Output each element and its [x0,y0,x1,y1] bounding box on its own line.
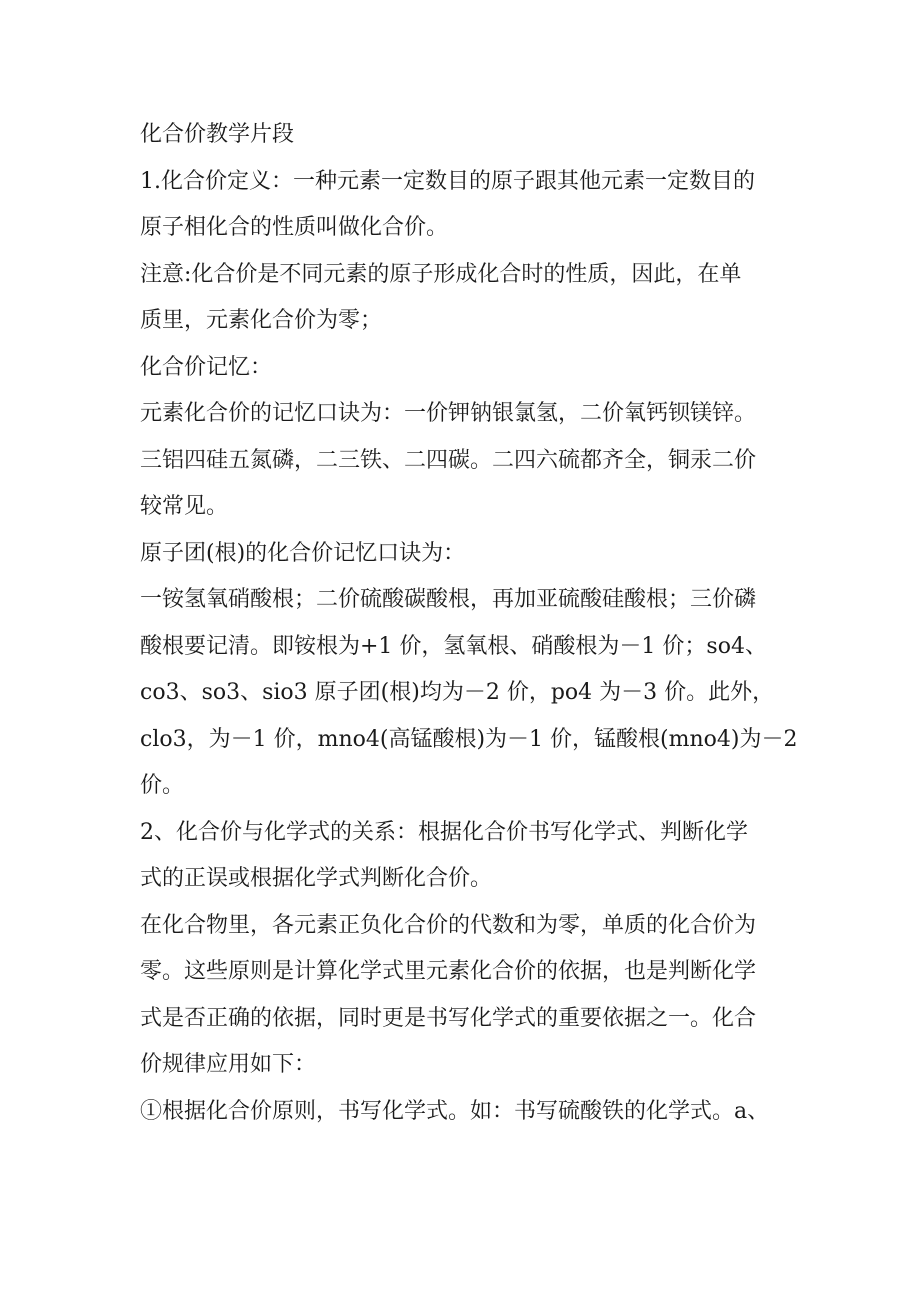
text-line: clo3，为－1 价，mno4(高锰酸根)为－1 价，锰酸根(mno4)为－2 [140,726,798,752]
text-line: 价。 [140,773,185,798]
document-title: 化合价教学片段 [140,122,295,147]
text-line: 元素化合价的记忆口诀为：一价钾钠银氯氢，二价氧钙钡镁锌。 [140,401,757,426]
text-line: 零。这些原则是计算化学式里元素化合价的依据，也是判断化学 [140,959,757,984]
section-heading: 原子团(根)的化合价记忆口诀为： [140,540,466,566]
text-line: 注意:化合价是不同元素的原子形成化合时的性质，因此，在单 [140,261,742,287]
text-line: 2、化合价与化学式的关系：根据化合价书写化学式、判断化学 [140,819,748,845]
text-line: 式是否正确的依据，同时更是书写化学式的重要依据之一。化合 [140,1005,757,1031]
text-line: 价规律应用如下： [140,1052,317,1077]
text-line: ①根据化合价原则，书写化学式。如：书写硫酸铁的化学式。a、 [140,1098,770,1124]
section-heading: 化合价记忆： [140,354,273,380]
text-line: 1.化合价定义：一种元素一定数目的原子跟其他元素一定数目的 [140,168,755,194]
text-line: 原子相化合的性质叫做化合价。 [140,215,449,240]
text-line: 式的正误或根据化学式判断化合价。 [140,866,493,891]
text-line: 三铝四硅五氮磷，二三铁、二四碳。二四六硫都齐全，铜汞二价 [140,447,757,473]
text-line: 较常见。 [140,494,229,519]
text-line: 酸根要记清。即铵根为+1 价，氢氧根、硝酸根为－1 价；so4、 [140,633,767,659]
text-line: 一铵氢氧硝酸根；二价硫酸碳酸根，再加亚硫酸硅酸根；三价磷 [140,587,757,612]
document-body [140,112,812,1135]
text-line: 在化合物里，各元素正负化合价的代数和为零，单质的化合价为 [140,912,757,938]
text-line: co3、so3、sio3 原子团(根)均为－2 价，po4 为－3 价。此外， [140,680,775,705]
text-line: 质里，元素化合价为零； [140,308,383,333]
